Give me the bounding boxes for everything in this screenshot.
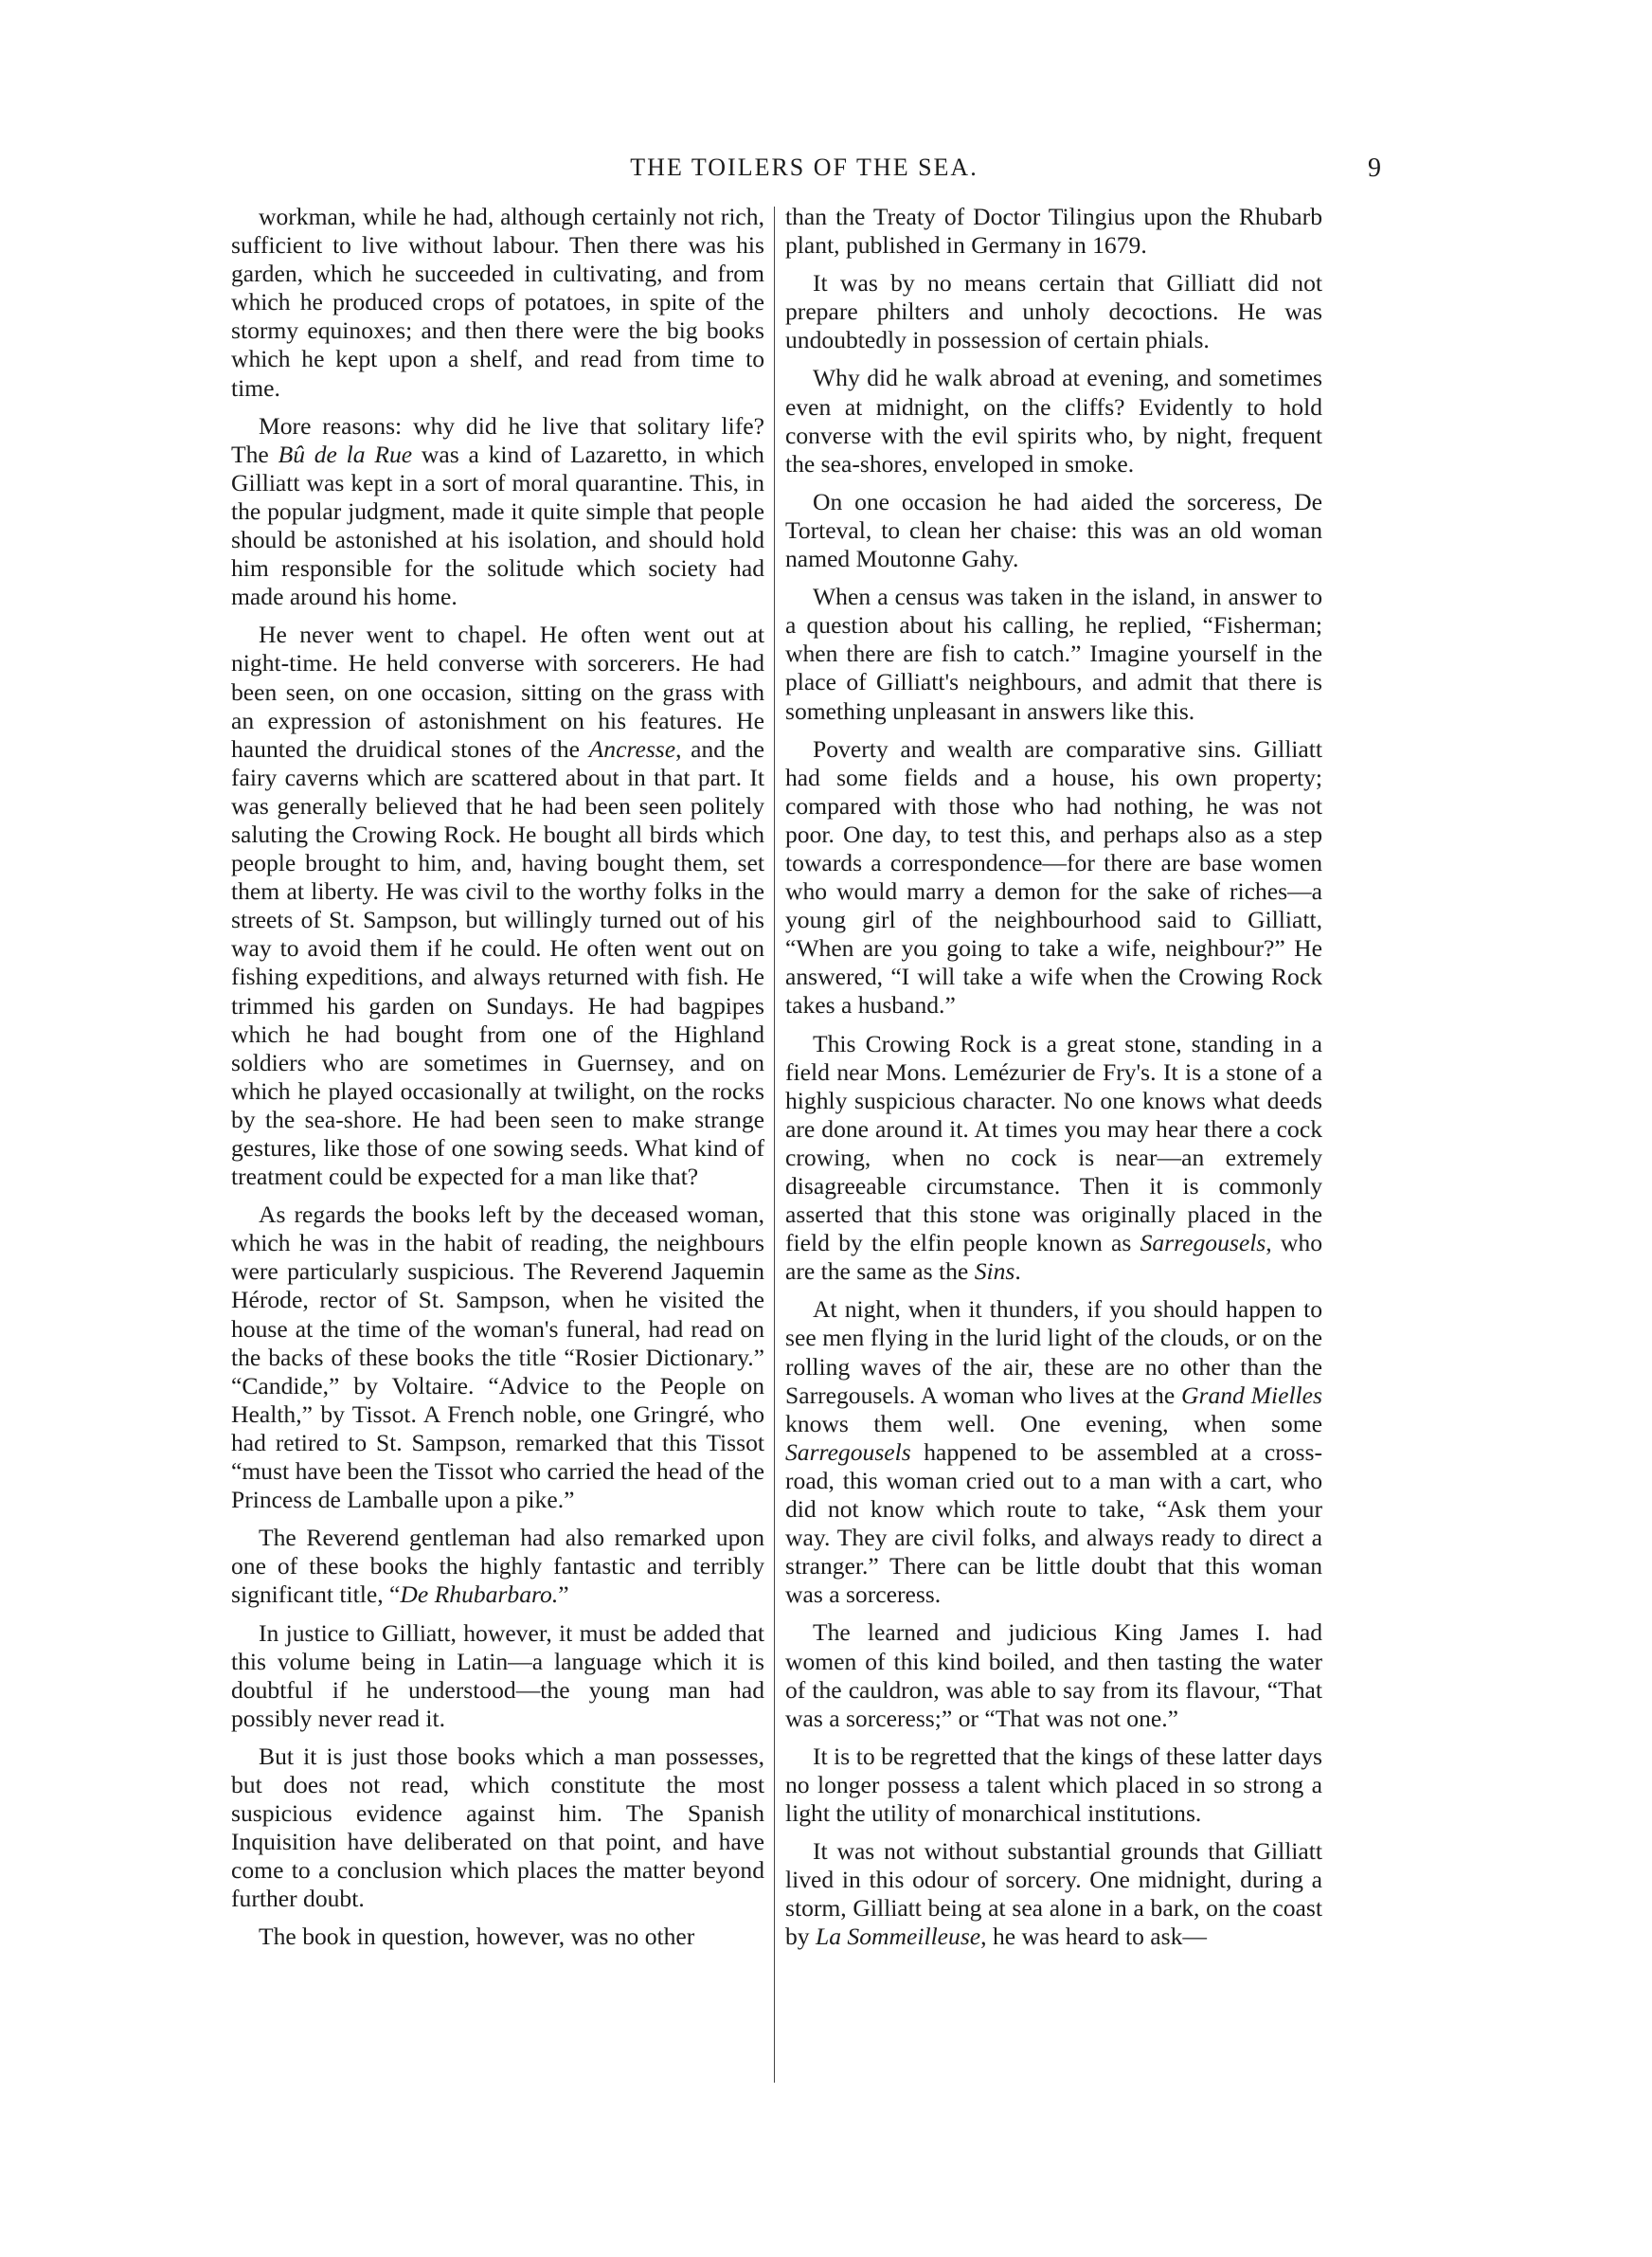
text-run: than the Treaty of Doctor Tilingius upon the Rhubarb plant, published in Germany in 1679.	[785, 203, 1322, 260]
left-column	[231, 203, 764, 1961]
paragraph	[785, 1030, 1322, 1287]
paragraph	[231, 1923, 764, 1951]
italic-text: Sarregousels	[1140, 1229, 1266, 1257]
paragraph	[785, 488, 1322, 573]
paragraph	[785, 1837, 1322, 1951]
text-run: It was not without substantial grounds that Gilliatt lived in this odour of sorcery. One midnight, during a storm, Gilliatt being at sea alone in a bark, on the coast by	[785, 1837, 1322, 1951]
paragraph	[231, 1742, 764, 1914]
text-run: The book in question, however, was no other	[259, 1923, 695, 1951]
text-run: Why did he walk abroad at evening, and sometimes even at midnight, on the cliffs? Evidently to hold converse with the evil spirits who, by night, frequent the sea-shores, enveloped in smoke.	[785, 364, 1322, 478]
paragraph	[785, 364, 1322, 478]
paragraph	[785, 583, 1322, 725]
text-run: At night, when it thunders, if you should happen to see men flying in the lurid light of the clouds, or on the rolling waves of the air, these are no other than the Sarregousels. A woman who lives at the	[785, 1295, 1322, 1409]
page-number: 9	[1368, 153, 1381, 183]
italic-text: Sarregousels	[785, 1437, 911, 1466]
paragraph	[231, 1524, 764, 1609]
text-run: knows them well. One evening, when some	[785, 1409, 1322, 1437]
page-header	[227, 153, 1381, 191]
text-run: In justice to Gilliatt, however, it must be added that this volume being in Latin—a language which it is doubtful if he understood—the young man had possibly never read it.	[231, 1618, 764, 1732]
right-column	[785, 203, 1322, 1960]
text-run: As regards the books left by the deceased woman, which he was in the habit of reading, the neighbours were particularly suspicious. The Reverend Jaquemin Hérode, rector of St. Sampson, when he visited the house at the time of the woman's funeral, had read on the backs of these books the title “Rosier Dictionary.” “Candide,” by Voltaire. “Advice to the People on Health,” by Tissot. A French noble, one Gringré, who had retired to St. Sampson, remarked that this Tissot “must have been the Tissot who carried the head of the Princess de Lamballe upon a pike.”	[231, 1201, 764, 1514]
text-run: When a census was taken in the island, in answer to a question about his calling, he replied, “Fisherman; when there are fish to catch.” Imagine yourself in the place of Gilliatt's neighbours, and admit that there is something unpleasant in answers like this.	[785, 583, 1322, 725]
paragraph	[231, 1619, 764, 1733]
paragraph	[785, 1295, 1322, 1609]
text-run: was a kind of Lazaretto, in which Gilliatt was kept in a sort of moral quarantine. This, in the popular judgment, made it quite simple that people should be astonished at his isolation, and should hold him responsible for the solitude which society had made around his home.	[231, 440, 764, 611]
text-run: , who are the same as the	[785, 1229, 1322, 1286]
text-run: This Crowing Rock is a great stone, standing in a field near Mons. Lemézurier de Fry's. It is a stone of a highly suspicious character. No one knows what deeds are done around it. At times you may hear there a cock crowing, when no cock is near—an extremely disagreeable circumstance. Then it is commonly asserted that this stone was originally placed in the field by the elfin people known as	[785, 1029, 1322, 1257]
text-run: ”	[558, 1580, 569, 1609]
italic-text: La Sommeilleuse	[816, 1923, 981, 1951]
text-run: , he was heard to ask—	[980, 1923, 1207, 1951]
text-run: Poverty and wealth are comparative sins. Gilliatt had some fields and a house, his own property; compared with those who had nothing, he was not poor. One day, to test this, and perhaps also as a step towards a correspondence—for there are base women who would marry a demon for the sake of riches—a young girl of the neighbourhood said to Gilliatt, “When are you going to take a wife, neighbour?” He answered, “I will take a wife when the Crowing Rock takes a husband.”	[785, 734, 1322, 1020]
column-divider	[774, 207, 775, 2083]
paragraph	[231, 1201, 764, 1514]
paragraph	[231, 412, 764, 612]
italic-text: Ancresse	[588, 734, 676, 763]
paragraph	[231, 203, 764, 403]
paragraph	[785, 735, 1322, 1020]
italic-text: Sins	[974, 1257, 1015, 1286]
italic-text: De Rhubarbaro.	[400, 1580, 559, 1609]
paragraph	[785, 1742, 1322, 1828]
text-run: .	[1015, 1257, 1021, 1286]
text-run: He never went to chapel. He often went out at night-time. He held converse with sorcerers. He had been seen, on one occasion, sitting on the grass with an expression of astonishment on his features. He haunted the druidical stones of the	[231, 621, 764, 763]
paragraph	[785, 1618, 1322, 1732]
text-run: It is to be regretted that the kings of these latter days no longer possess a talent which placed in so strong a light the utility of monarchical institutions.	[785, 1742, 1322, 1827]
paragraph	[785, 203, 1322, 260]
text-run: It was by no means certain that Gilliatt did not prepare philters and unholy decoctions. He was undoubtedly in possession of certain phials.	[785, 269, 1322, 354]
text-run: happened to be assembled at a cross-road, this woman cried out to a man with a cart, who did not know which route to take, “Ask them your way. They are civil folks, and always ready to direct a stranger.” There can be little doubt that this woman was a sorceress.	[785, 1437, 1322, 1609]
paragraph	[785, 269, 1322, 354]
text-run: The Reverend gentleman had also remarked upon one of these books the highly fantastic and terribly significant title, “	[231, 1524, 764, 1609]
text-run: On one occasion he had aided the sorceress, De Torteval, to clean her chaise: this was an old woman named Moutonne Gahy.	[785, 487, 1322, 573]
italic-text: Bû de la Rue	[278, 440, 413, 468]
running-title: THE TOILERS OF THE SEA.	[630, 153, 979, 181]
text-run: , and the fairy caverns which are scattered about in that part. It was generally believed that he had been seen politely saluting the Crowing Rock. He bought all birds which people brought to him, and, having bought them, set them at liberty. He was civil to the worthy folks in the streets of St. Sampson, but willingly turned out of his way to avoid them if he could. He often went out on fishing expeditions, and always returned with fish. He trimmed his garden on Sundays. He had bagpipes which he had bought from one of the Highland soldiers who are sometimes in Guernsey, and on which he played occasionally at twilight, on the rocks by the sea-shore. He had been seen to make strange gestures, like those of one sowing seeds. What kind of treatment could be expected for a man like that?	[231, 734, 765, 1191]
text-run: workman, while he had, although certainly not rich, sufficient to live without labour. Then there was his garden, which he succeeded in cultivating, and from which he produced crops of potatoes, in spite of the stormy equinoxes; and then there were the big books which he kept upon a shelf, and read from time to time.	[231, 203, 764, 402]
text-run: More reasons: why did he live that solitary life? The	[231, 411, 764, 468]
italic-text: Grand Mielles	[1181, 1381, 1322, 1409]
text-run: The learned and judicious King James I. had women of this kind boiled, and then tasting the water of the cauldron, was able to say from its flavour, “That was a sorceress;” or “That was not one.”	[785, 1618, 1322, 1732]
text-run: But it is just those books which a man possesses, but does not read, which constitute the most suspicious evidence against him. The Spanish Inquisition have deliberated on that point, and have come to a conclusion which places the matter beyond further doubt.	[231, 1742, 764, 1913]
paragraph	[231, 621, 764, 1191]
